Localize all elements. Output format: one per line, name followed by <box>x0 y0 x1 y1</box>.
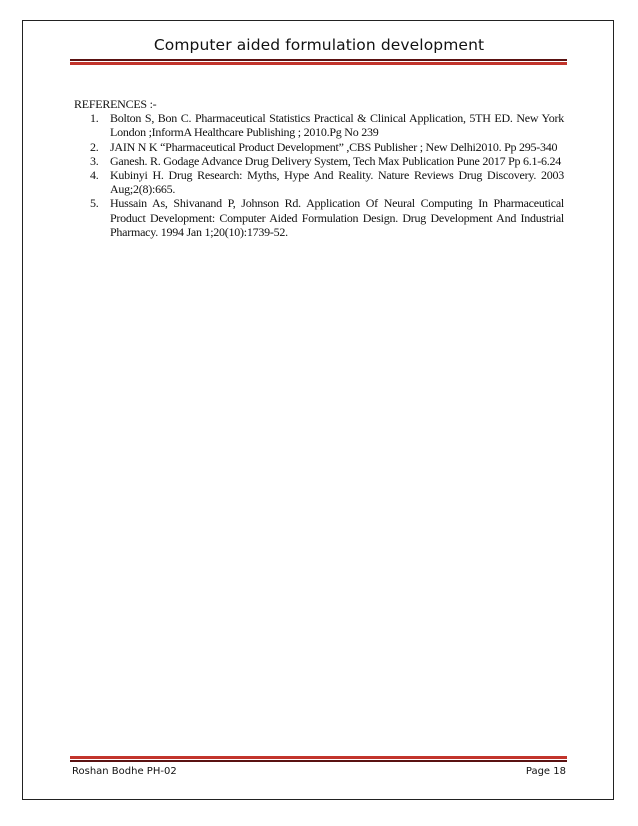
reference-number: 1. <box>90 111 99 126</box>
reference-item <box>74 196 564 239</box>
reference-number: 3. <box>90 153 99 168</box>
footer-page-number: Page 18 <box>525 766 566 777</box>
reference-item <box>74 111 564 139</box>
reference-number: 5. <box>90 196 99 211</box>
footer-author: Roshan Bodhe PH-02 <box>72 766 177 777</box>
footer-rule-dark <box>70 760 567 762</box>
reference-text: Kubinyi H. Drug Research: Myths, Hype And Reality. Nature Reviews Drug Discovery. 2003 Aug;2(8):665. <box>110 168 564 197</box>
reference-number: 2. <box>90 139 99 154</box>
references-list <box>74 111 564 239</box>
page-header-title: Computer aided formulation development <box>153 36 485 54</box>
references-heading: REFERENCES :- <box>74 97 157 111</box>
header-rule-red <box>70 62 567 65</box>
reference-item <box>74 168 564 196</box>
reference-number: 4. <box>90 168 99 183</box>
reference-text: JAIN N K “Pharmaceutical Product Development” ,CBS Publisher ; New Delhi2010. Pp 295-340 <box>110 139 558 154</box>
reference-text: Ganesh. R. Godage Advance Drug Delivery System, Tech Max Publication Pune 2017 Pp 6.1-6.24 <box>110 153 562 168</box>
reference-item <box>74 140 564 154</box>
reference-text: Hussain As, Shivanand P, Johnson Rd. Application Of Neural Computing In Pharmaceutical Product Development: Computer Aided Formulation Design. Drug Development And Industrial Pharmacy. 1994 Jan 1;20(10):1739-52. <box>110 196 564 239</box>
reference-item <box>74 154 564 168</box>
footer-rule-red <box>70 756 567 759</box>
document-body <box>74 97 564 239</box>
reference-text: Bolton S, Bon C. Pharmaceutical Statistics Practical & Clinical Application, 5TH ED. New York London ;InformA Healthcare Publishing ; 2010.Pg No 239 <box>110 111 564 140</box>
header-rule-dark <box>70 59 567 61</box>
